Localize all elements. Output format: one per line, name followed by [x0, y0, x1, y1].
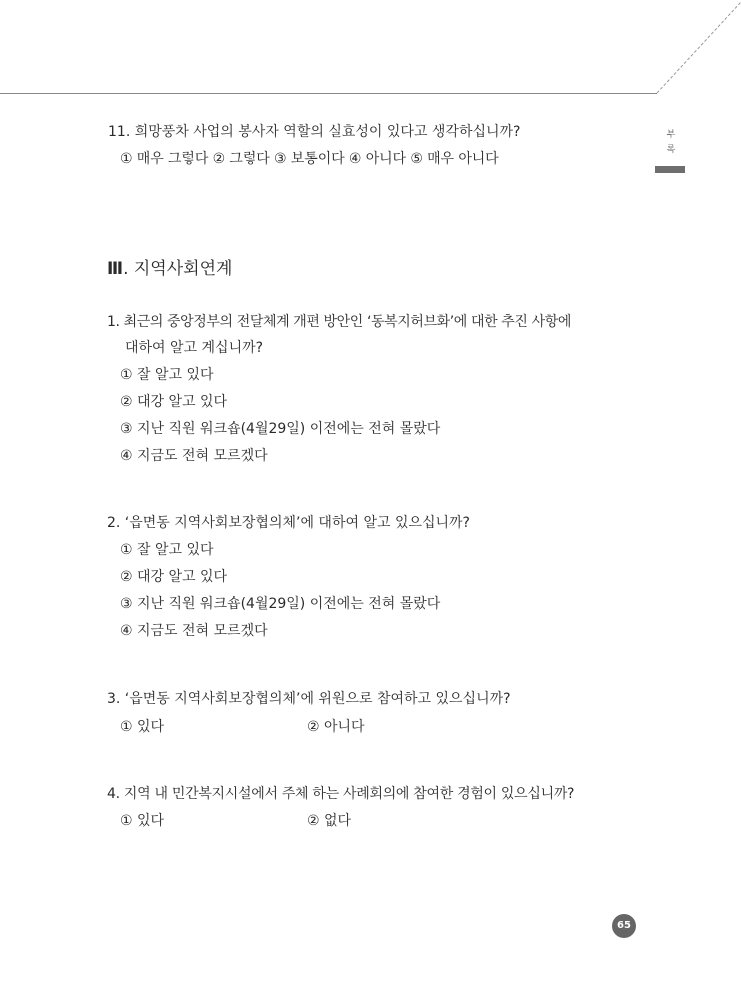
question-3: 3. ‘읍면동 지역사회보장협의체’에 위원으로 참여하고 있으십니까?	[107, 691, 511, 707]
question-1-option-3: ③ 지난 직원 워크숍(4월29일) 이전에는 전혀 몰랐다	[120, 421, 441, 437]
question-2-option-2: ② 대강 알고 있다	[120, 569, 228, 585]
question-3-option-1: ① 있다	[120, 719, 165, 735]
side-tab-label-1: 부	[666, 130, 676, 140]
question-3-option-2: ② 아니다	[307, 719, 365, 735]
question-2-option-4: ④ 지금도 전혀 모르겠다	[120, 623, 268, 639]
header-rule	[0, 93, 657, 94]
question-4-option-1: ① 있다	[120, 813, 165, 829]
section-heading	[107, 254, 232, 279]
question-1-option-2: ② 대강 알고 있다	[120, 394, 228, 410]
question-1-line-2: 대하여 알고 계십니까?	[125, 340, 264, 356]
side-tab-bar	[655, 166, 685, 173]
question-4-option-2: ② 없다	[307, 813, 352, 829]
question-1-option-1: ① 잘 알고 있다	[120, 367, 214, 383]
question-2: 2. ‘읍면동 지역사회보장협의체’에 대하여 알고 있으십니까?	[107, 515, 470, 531]
section-title: . 지역사회연계	[123, 259, 233, 279]
page-number: 65	[612, 914, 636, 938]
question-4: 4. 지역 내 민간복지시설에서 주체 하는 사례회의에 참여한 경험이 있으십니까?	[107, 786, 575, 802]
question-1-line-1: 1. 최근의 중앙정부의 전달체계 개편 방안인 ‘동복지허브화’에 대한 추진 사항에	[107, 314, 571, 330]
question-11: 11. 희망풍차 사업의 봉사자 역할의 실효성이 있다고 생각하십니까?	[108, 124, 521, 140]
question-1-option-4: ④ 지금도 전혀 모르겠다	[120, 448, 268, 464]
question-2-option-3: ③ 지난 직원 워크숍(4월29일) 이전에는 전혀 몰랐다	[120, 596, 441, 612]
question-2-option-1: ① 잘 알고 있다	[120, 542, 214, 558]
corner-decoration	[0, 0, 741, 100]
section-numeral: Ⅲ	[107, 259, 124, 279]
side-tab-label-2: 록	[666, 145, 676, 155]
side-tab	[656, 128, 686, 158]
question-11-options: ① 매우 그렇다 ② 그렇다 ③ 보통이다 ④ 아니다 ⑤ 매우 아니다	[120, 151, 499, 167]
